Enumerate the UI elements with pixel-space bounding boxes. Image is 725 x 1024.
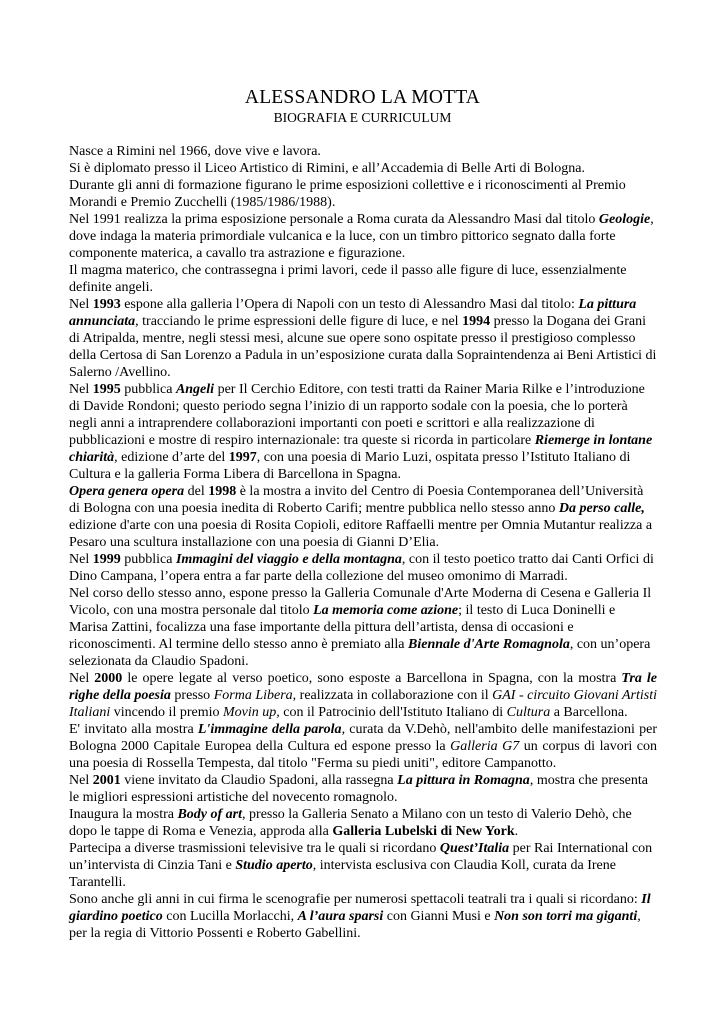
- paragraph-1998: Opera genera opera del 1998 è la mostra a invito del Centro di Poesia Contemporanea dell’Università di Bologna con una poesia inedita di Roberto Carifi; mentre pubblica nello stesso anno Da perso calle, edizione d'arte con una poesia di Rosita Copioli, editore Raffaelli mentre per Omnia Mutantur realizza a Pesaro una scultura installazione con una poesia di Gianni D’Elia.: [69, 484, 653, 550]
- paragraph-2001: Nel 2001 viene invitato da Claudio Spadoni, alla rassegna La pittura in Romagna, mostra che presenta le migliori espressioni artistiche del novecento romagnolo.: [69, 773, 648, 805]
- paragraph-1993: Nel 1993 espone alla galleria l’Opera di Napoli con un testo di Alessandro Masi dal titolo: La pittura annunciata, tracciando le prime espressioni delle figure di luce, e nel 1994 presso la Dogana dei Grani di Atripalda, mentre, negli stessi mesi, alcune sue opere sono ospitate presso il prestigioso complesso della Certosa di San Lorenzo a Padula in un’esposizione curata dalla Sopraintendenza ai Beni Artistici di Salerno /Avellino.: [69, 297, 657, 380]
- paragraph-magma: Il magma materico, che contrassegna i primi lavori, cede il passo alle figure di luce, essenzialmente definite angeli.: [69, 263, 627, 295]
- page-subtitle: BIOGRAFIA E CURRICULUM: [273, 110, 452, 125]
- paragraph-body-of-art: Inaugura la mostra Body of art, presso la Galleria Senato a Milano con un testo di Valerio Dehò, che dopo le tappe di Roma e Venezia, approda alla Galleria Lubelski di New York.: [69, 807, 632, 839]
- paragraph-theatre: Sono anche gli anni in cui firma le scenografie per numerosi spettacoli teatrali tra i quali si ricordano: Il giardino poetico con Lucilla Morlacchi, A l’aura sparsi con Gianni Musi e Non son torri ma giganti, per la regia di Vittorio Possenti e Roberto Gabellini.: [69, 892, 651, 941]
- paragraph-bologna-2000: E' invitato alla mostra L'immagine della parola, curata da V.Dehò, nell'ambito delle manifestazioni per Bologna 2000 Capitale Europea della Cultura ed espone presso la Galleria G7 un corpus di lavori con una poesia di Rossella Tempesta, dal titolo "Ferma su piedi uniti", editore Campanotto.: [69, 722, 657, 771]
- paragraph-2000: Nel 2000 le opere legate al verso poetico, sono esposte a Barcellona in Spagna, con la mostra Tra le righe della poesia presso Forma Libera, realizzata in collaborazione con il GAI - circuito Giovani Artisti Italiani vincendo il premio Movin up, con il Patrocinio dell'Istituto Italiano di Cultura a Barcellona.: [69, 671, 658, 720]
- paragraph-education: Si è diplomato presso il Liceo Artistico di Rimini, e all’Accademia di Belle Arti di Bologna.: [69, 161, 585, 176]
- paragraph-1995: Nel 1995 pubblica Angeli per Il Cerchio Editore, con testi tratti da Rainer Maria Rilke e l’introduzione di Davide Rondoni; questo periodo segna l’inizio di un rapporto sodale con la poesia, che lo porterà negli anni a intraprendere collaborazioni importanti con poeti e scrittori e alla realizzazione di pubblicazioni e mostre di respiro internazionale: tra queste si ricorda in particolare Riemerge in lontane chiarità, edizione d’arte del 1997, con una poesia di Mario Luzi, ospitata presso l’Istituto Italiano di Cultura e la galleria Forma Libera di Barcellona in Spagna.: [69, 382, 653, 482]
- paragraph-birth: Nasce a Rimini nel 1966, dove vive e lavora.: [69, 144, 321, 159]
- page-title: ALESSANDRO LA MOTTA: [244, 87, 481, 108]
- paragraph-cesena: Nel corso dello stesso anno, espone presso la Galleria Comunale d'Arte Moderna di Cesena e Galleria Il Vicolo, con una mostra personale dal titolo La memoria come azione; il testo di Luca Doninelli e Marisa Zattini, focalizza una fase importante della pittura dell’artista, densa di occasioni e riconoscimenti. Al termine dello stesso anno è premiato alla Biennale d'Arte Romagnola, con un’opera selezionata da Claudio Spadoni.: [69, 586, 652, 669]
- paragraph-1991: Nel 1991 realizza la prima esposizione personale a Roma curata da Alessandro Masi dal titolo Geologie, dove indaga la materia primordiale vulcanica e la luce, con un timbro pittorico segnato dalla forte componente materica, a cavallo tra astrazione e figurazione.: [69, 212, 654, 261]
- paragraph-television: Partecipa a diverse trasmissioni televisive tra le quali si ricordano Quest’Italia per Rai International con un’intervista di Cinzia Tani e Studio aperto, intervista esclusiva con Claudia Koll, curata da Irene Tarantelli.: [69, 841, 653, 890]
- paragraph-1999: Nel 1999 pubblica Immagini del viaggio e della montagna, con il testo poetico tratto dai Canti Orfici di Dino Campana, l’opera entra a far parte della collezione del museo omonimo di Marradi.: [69, 552, 654, 584]
- biography-text: [69, 143, 657, 942]
- paragraph-early-exhibitions: Durante gli anni di formazione figurano le prime esposizioni collettive e i riconoscimenti al Premio Morandi e Premio Zucchelli (1985/1986/1988).: [69, 178, 626, 210]
